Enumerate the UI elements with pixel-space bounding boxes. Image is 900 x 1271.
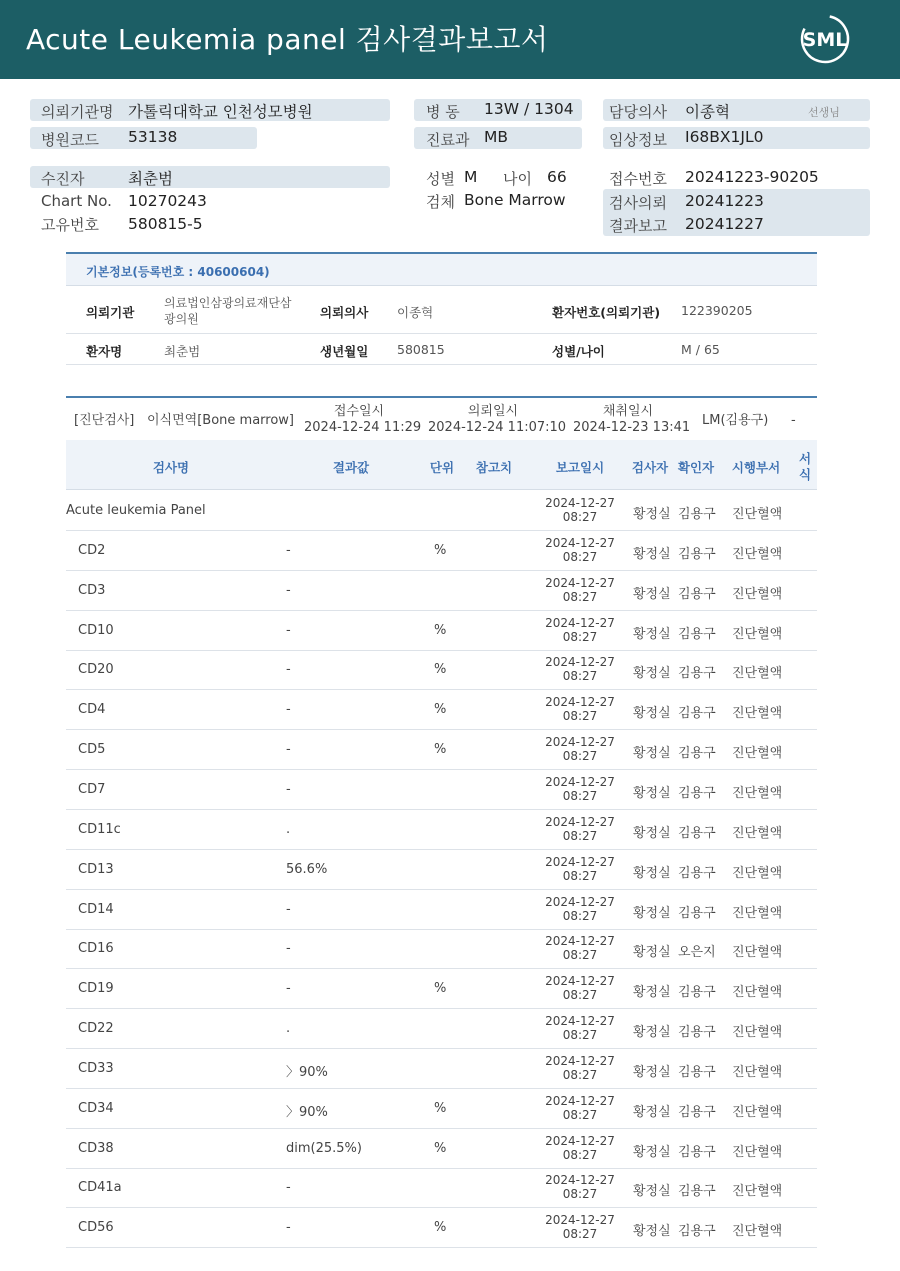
cell-confirmer: 김용구 (678, 985, 716, 1001)
report-time: 08:27 (562, 908, 598, 923)
table-row (66, 491, 817, 531)
hospital-code-label: 병원코드 (41, 131, 99, 149)
receipt-no-label: 접수번호 (609, 170, 667, 188)
cell-report-time (536, 735, 624, 763)
cell-dept: 진단혈액 (732, 746, 783, 762)
report-time: 08:27 (562, 1147, 598, 1162)
cell-result: 〉90% (286, 1104, 328, 1120)
bi-doctor-label: 의뢰의사 (320, 305, 369, 320)
cell-report-time (536, 1173, 624, 1201)
chart-no-label: Chart No. (41, 192, 112, 210)
chart-no-value: 10270243 (128, 192, 207, 210)
cell-confirmer: 김용구 (678, 746, 716, 762)
cell-confirmer: 김용구 (678, 1064, 716, 1080)
table-row (66, 690, 817, 730)
specimen-value: Bone Marrow (464, 191, 566, 209)
sex-value: M (464, 168, 478, 186)
cell-report-time (536, 895, 624, 923)
report-date: 2024-12-27 (545, 1093, 615, 1108)
report-time: 08:27 (562, 788, 598, 803)
cell-result: . (286, 1021, 291, 1037)
cell-dept: 진단혈액 (732, 985, 783, 1001)
cell-result: - (286, 901, 291, 917)
report-time: 08:27 (562, 669, 598, 684)
report-time: 08:27 (562, 1028, 598, 1043)
basic-info-section (66, 252, 817, 364)
report-time: 08:27 (562, 1107, 598, 1122)
report-date: 2024-12-27 (545, 615, 615, 630)
bi-sexage-value: M / 65 (681, 342, 720, 357)
cell-confirmer: 김용구 (678, 626, 716, 642)
table-row (66, 929, 817, 969)
report-date: 2024-12-27 (545, 535, 615, 550)
result-table-header (66, 440, 817, 490)
cell-result: - (286, 781, 291, 797)
cell-confirmer: 김용구 (678, 825, 716, 841)
cell-test-name: CD14 (78, 901, 114, 917)
basic-info-row-1 (66, 287, 817, 334)
basic-info-header (66, 254, 817, 286)
table-row (66, 890, 817, 930)
basic-info-title: 기본정보(등록번호 : 40600604) (86, 265, 270, 279)
bi-name-value: 최춘범 (164, 344, 201, 359)
doctor-value: 이종혁 (685, 103, 730, 121)
institution-value: 가톨릭대학교 인천성모병원 (128, 103, 313, 121)
unique-no-label: 고유번호 (41, 216, 99, 234)
cell-report-time (536, 974, 624, 1002)
cell-confirmer: 김용구 (678, 1224, 716, 1240)
th-result: 결과값 (332, 460, 370, 475)
cell-test-name: Acute leukemia Panel (66, 503, 206, 518)
report-date: 2024-12-27 (545, 894, 615, 909)
th-confirmer: 확인자 (677, 460, 715, 475)
table-row (66, 770, 817, 810)
table-row (66, 650, 817, 690)
cell-dept: 진단혈액 (732, 1025, 783, 1041)
cell-dept: 진단혈액 (732, 1184, 783, 1200)
request-date-label: 검사의뢰 (609, 194, 667, 212)
cell-examiner: 황정실 (633, 825, 671, 841)
table-row (66, 850, 817, 890)
cell-dept: 진단혈액 (732, 626, 783, 642)
lm-dash: - (791, 413, 796, 428)
cell-result: - (286, 1220, 291, 1236)
cell-report-time (536, 576, 624, 604)
cell-examiner: 황정실 (633, 626, 671, 642)
th-examiner: 검사자 (631, 460, 669, 475)
table-row (66, 1168, 817, 1208)
lm-value: LM(김용구) (702, 413, 769, 428)
cell-examiner: 황정실 (633, 1025, 671, 1041)
report-time: 08:27 (562, 589, 598, 604)
table-row (66, 1208, 817, 1248)
cell-dept: 진단혈액 (732, 905, 783, 921)
report-time: 08:27 (562, 709, 598, 724)
bi-institution-value-1: 의료법인삼광의료재단삼 (164, 296, 292, 310)
report-time: 08:27 (562, 510, 598, 524)
department-value: MB (484, 128, 509, 146)
cell-report-time (536, 695, 624, 723)
cell-dept: 진단혈액 (732, 706, 783, 722)
cell-result: - (286, 662, 291, 678)
age-value: 66 (547, 168, 567, 186)
cell-confirmer: 김용구 (678, 1144, 716, 1160)
cell-confirmer: 김용구 (678, 905, 716, 921)
cell-confirmer: 김용구 (678, 1025, 716, 1041)
receipt-time-value: 2024-12-24 11:29 (304, 420, 422, 435)
cell-examiner: 황정실 (633, 865, 671, 881)
request-time-label: 의뢰일시 (467, 404, 519, 419)
basic-info-row-2 (66, 334, 817, 365)
bi-institution-label: 의뢰기관 (86, 305, 135, 320)
doctor-suffix: 선생님 (808, 106, 840, 119)
report-date: 2024-12-27 (545, 1014, 615, 1029)
cell-examiner: 황정실 (633, 706, 671, 722)
cell-confirmer: 김용구 (678, 785, 716, 801)
cell-result: - (286, 622, 291, 638)
cell-report-time (536, 655, 624, 683)
cell-report-time (536, 1134, 624, 1162)
cell-result: dim(25.5%) (286, 1140, 362, 1156)
report-date: 2024-12-27 (545, 496, 615, 510)
cell-test-name: CD33 (78, 1060, 114, 1076)
request-date-value: 20241223 (685, 192, 764, 210)
th-report: 보고일시 (555, 460, 605, 475)
report-date: 2024-12-27 (545, 974, 615, 989)
table-row (66, 1009, 817, 1049)
cell-examiner: 황정실 (633, 985, 671, 1001)
report-date-value: 20241227 (685, 215, 764, 233)
bi-institution-value-2: 광의원 (164, 312, 199, 326)
cell-unit: % (434, 742, 447, 758)
cell-examiner: 황정실 (633, 546, 671, 562)
cell-dept: 진단혈액 (732, 785, 783, 801)
table-row (66, 730, 817, 770)
department-label: 진료과 (426, 131, 470, 149)
cell-result: - (286, 542, 291, 558)
bi-patient-no-label: 환자번호(의뢰기관) (552, 305, 661, 320)
cell-report-time (536, 496, 624, 524)
cell-result: - (286, 742, 291, 758)
test-meta-row (66, 398, 817, 442)
ward-value: 13W / 1304 (484, 100, 574, 118)
cell-confirmer: 김용구 (678, 706, 716, 722)
cell-confirmer: 김용구 (678, 546, 716, 562)
hospital-code-value: 53138 (128, 128, 178, 146)
th-form-1: 서 (798, 451, 812, 466)
table-row (66, 611, 817, 651)
cell-dept: 진단혈액 (732, 1144, 783, 1160)
clinical-label: 임상정보 (609, 131, 667, 149)
th-dept: 시행부서 (731, 460, 781, 475)
cell-test-name: CD3 (78, 582, 106, 598)
cell-examiner: 황정실 (633, 1144, 671, 1160)
examinee-label: 수진자 (41, 170, 85, 188)
report-date: 2024-12-27 (545, 1173, 615, 1188)
report-date: 2024-12-27 (545, 1213, 615, 1228)
cell-dept: 진단혈액 (732, 865, 783, 881)
report-time: 08:27 (562, 1227, 598, 1242)
table-row (66, 571, 817, 611)
cell-test-name: CD34 (78, 1100, 114, 1116)
request-time-value: 2024-12-24 11:07:10 (428, 420, 567, 435)
report-time: 08:27 (562, 1067, 598, 1082)
cell-test-name: CD38 (78, 1140, 114, 1156)
cell-result: - (286, 981, 291, 997)
cell-test-name: CD10 (78, 622, 114, 638)
report-date: 2024-12-27 (545, 1053, 615, 1068)
cell-confirmer: 김용구 (678, 1104, 716, 1120)
th-name: 검사명 (152, 460, 190, 475)
cell-dept: 진단혈액 (732, 546, 783, 562)
cell-result: 〉90% (286, 1064, 328, 1080)
bi-sexage-label: 성별/나이 (552, 344, 605, 359)
table-row (66, 1049, 817, 1089)
cell-unit: % (434, 1220, 447, 1236)
report-date: 2024-12-27 (545, 695, 615, 710)
report-date: 2024-12-27 (545, 854, 615, 869)
th-ref: 참고치 (475, 460, 513, 475)
report-header (0, 0, 900, 79)
cell-test-name: CD4 (78, 702, 106, 718)
receipt-no-value: 20241223-90205 (685, 168, 819, 186)
cell-unit: % (434, 981, 447, 997)
institution-label: 의뢰기관명 (41, 103, 114, 121)
specimen-label: 검체 (426, 193, 455, 211)
cell-unit: % (434, 542, 447, 558)
cell-test-name: CD56 (78, 1220, 114, 1236)
cell-test-name: CD11c (78, 821, 121, 837)
cell-report-time (536, 775, 624, 803)
cell-result: 56.6% (286, 861, 328, 877)
clinical-value: I68BX1JL0 (685, 128, 764, 146)
cell-test-name: CD16 (78, 941, 114, 957)
cell-examiner: 황정실 (633, 1064, 671, 1080)
test-category: [진단검사] (74, 413, 135, 428)
examinee-value: 최춘범 (128, 170, 173, 188)
cell-dept: 진단혈액 (732, 825, 783, 841)
cell-dept: 진단혈액 (732, 945, 783, 961)
cell-examiner: 황정실 (633, 905, 671, 921)
table-row (66, 969, 817, 1009)
cell-unit: % (434, 662, 447, 678)
cell-dept: 진단혈액 (732, 666, 783, 682)
cell-result: - (286, 941, 291, 957)
cell-result: - (286, 582, 291, 598)
cell-report-time (536, 815, 624, 843)
report-date: 2024-12-27 (545, 934, 615, 949)
cell-unit: % (434, 1140, 447, 1156)
sex-label: 성별 (426, 170, 455, 188)
doctor-label: 담당의사 (609, 103, 667, 121)
receipt-time-label: 접수일시 (333, 404, 385, 419)
cell-test-name: CD20 (78, 662, 114, 678)
bi-patient-no-value: 122390205 (681, 303, 753, 318)
report-time: 08:27 (562, 868, 598, 883)
cell-result: - (286, 702, 291, 718)
age-label: 나이 (503, 170, 532, 188)
cell-examiner: 황정실 (633, 1184, 671, 1200)
cell-confirmer: 김용구 (678, 586, 716, 602)
cell-examiner: 황정실 (633, 666, 671, 682)
cell-result: . (286, 821, 291, 837)
collect-time-value: 2024-12-23 13:41 (573, 420, 691, 435)
report-time: 08:27 (562, 549, 598, 564)
report-date-label: 결과보고 (609, 217, 667, 235)
table-row (66, 810, 817, 850)
cell-confirmer: 오은지 (678, 945, 716, 961)
th-unit: 단위 (429, 460, 455, 475)
cell-dept: 진단혈액 (732, 507, 783, 522)
logo-text: SML (802, 29, 848, 51)
cell-examiner: 황정실 (633, 945, 671, 961)
cell-examiner: 황정실 (633, 1104, 671, 1120)
cell-confirmer: 김용구 (678, 507, 716, 522)
cell-confirmer: 김용구 (678, 865, 716, 881)
sml-logo (796, 12, 854, 66)
bi-doctor-value: 이종혁 (397, 305, 434, 320)
cell-examiner: 황정실 (633, 507, 671, 522)
report-date: 2024-12-27 (545, 735, 615, 750)
cell-report-time (536, 536, 624, 564)
cell-result: - (286, 1180, 291, 1196)
report-time: 08:27 (562, 948, 598, 963)
cell-unit: % (434, 1100, 447, 1116)
cell-examiner: 황정실 (633, 746, 671, 762)
cell-report-time (536, 855, 624, 883)
cell-test-name: CD5 (78, 742, 106, 758)
table-row (66, 1129, 817, 1169)
cell-test-name: CD7 (78, 781, 106, 797)
bi-birth-label: 생년월일 (320, 344, 369, 359)
report-date: 2024-12-27 (545, 814, 615, 829)
test-section (66, 396, 817, 435)
report-date: 2024-12-27 (545, 1133, 615, 1148)
cell-report-time (536, 616, 624, 644)
table-row (66, 531, 817, 571)
cell-report-time (536, 1094, 624, 1122)
report-time: 08:27 (562, 1187, 598, 1202)
report-time: 08:27 (562, 629, 598, 644)
cell-test-name: CD13 (78, 861, 114, 877)
cell-examiner: 황정실 (633, 586, 671, 602)
cell-test-name: CD22 (78, 1021, 114, 1037)
cell-test-name: CD41a (78, 1180, 122, 1196)
report-time: 08:27 (562, 828, 598, 843)
report-time: 08:27 (562, 988, 598, 1003)
cell-examiner: 황정실 (633, 785, 671, 801)
cell-dept: 진단혈액 (732, 1224, 783, 1240)
bi-birth-value: 580815 (397, 342, 445, 357)
cell-test-name: CD2 (78, 542, 106, 558)
th-form-2: 식 (798, 467, 812, 482)
report-date: 2024-12-27 (545, 655, 615, 670)
collect-time-label: 채취일시 (602, 404, 654, 419)
cell-confirmer: 김용구 (678, 666, 716, 682)
cell-dept: 진단혈액 (732, 586, 783, 602)
test-name: 이식면역[Bone marrow] (147, 413, 295, 428)
cell-test-name: CD19 (78, 981, 114, 997)
cell-examiner: 황정실 (633, 1224, 671, 1240)
cell-dept: 진단혈액 (732, 1104, 783, 1120)
report-date: 2024-12-27 (545, 774, 615, 789)
cell-report-time (536, 1014, 624, 1042)
report-title: Acute Leukemia panel 검사결과보고서 (26, 23, 549, 56)
unique-no-value: 580815-5 (128, 215, 203, 233)
cell-report-time (536, 1054, 624, 1082)
ward-label: 병 동 (426, 103, 460, 121)
bi-name-label: 환자명 (86, 344, 123, 359)
report-date: 2024-12-27 (545, 575, 615, 590)
cell-unit: % (434, 622, 447, 638)
cell-report-time (536, 934, 624, 962)
table-row (66, 1089, 817, 1129)
cell-confirmer: 김용구 (678, 1184, 716, 1200)
cell-dept: 진단혈액 (732, 1064, 783, 1080)
cell-report-time (536, 1213, 624, 1241)
report-time: 08:27 (562, 749, 598, 764)
cell-unit: % (434, 702, 447, 718)
